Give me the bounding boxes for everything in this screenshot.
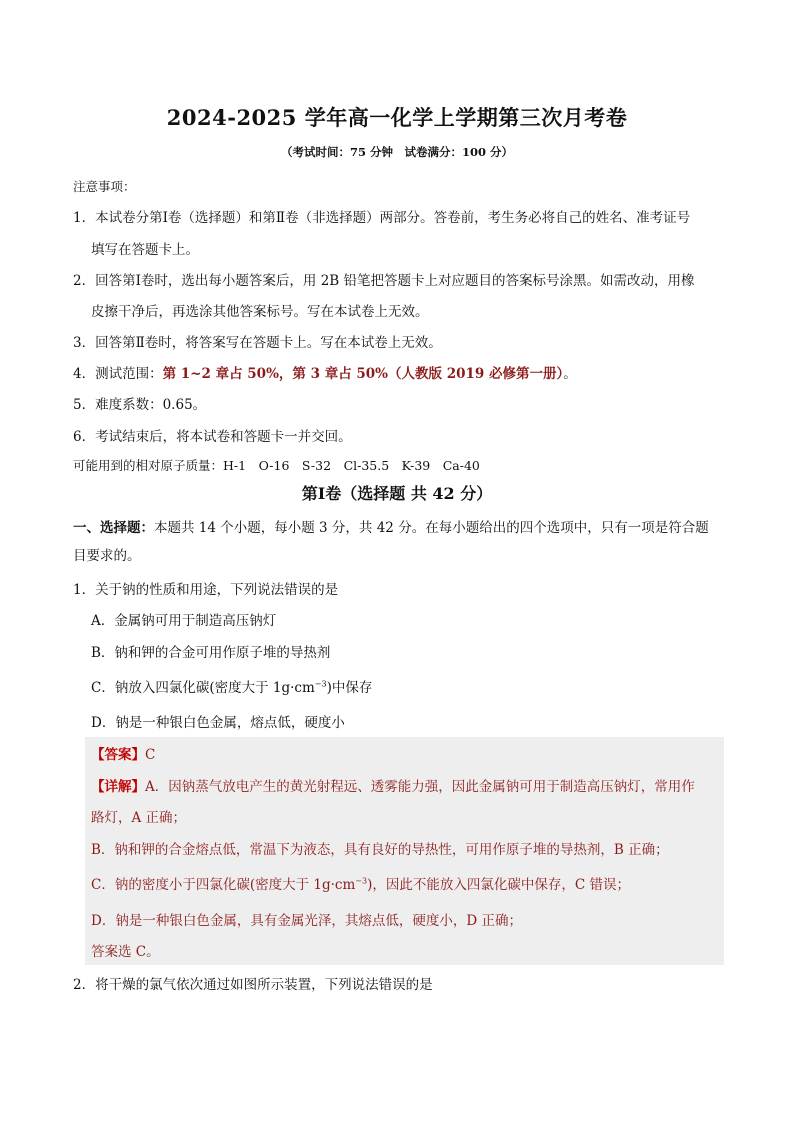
notice-num: 2． [73,273,96,289]
notice-item-1-cont: 填写在答题卡上。 [91,242,199,258]
q1-option-c [91,676,372,696]
exam-info: （考试时间：75 分钟 试卷满分：100 分） [280,145,513,159]
atomic-mass-line: 可能用到的相对原子质量：H-1 O-16 S-32 Cl-35.5 K-39 Ca-40 [73,458,480,473]
q1-option-c-text: C．钠放入四氯化碳(密度大于 1g·cm [91,680,315,696]
notice-text: 本试卷分第Ⅰ卷（选择题）和第Ⅱ卷（非选择题）两部分。答卷前，考生务必将自己的姓名、准考证号 [95,210,691,226]
notice-text: 回答第Ⅱ卷时，将答案写在答题卡上。写在本试卷上无效。 [95,335,442,351]
notice-num: 1． [73,210,96,226]
notice-heading: 注意事项： [73,179,136,194]
notice-item-2-cont: 皮擦干净后，再选涂其他答案标号。写在本试卷上无效。 [91,304,429,320]
q1-option-b: B．钠和钾的合金可用作原子堆的导热剂 [91,645,331,661]
notice-item-4 [73,362,577,382]
detail-text: A．因钠蒸气放电产生的黄光射程远、透雾能力强，因此金属钠可用于制造高压钠灯，常用作 [145,779,695,795]
question-2-stem: 2．将干燥的氯气依次通过如图所示装置，下列说法错误的是 [73,977,433,993]
q1-option-d: D．钠是一种银白色金属，熔点低，硬度小 [91,715,345,731]
answer-conclusion: 答案选 C。 [91,944,160,960]
answer-value: C [145,747,156,763]
q1-option-a: A．金属钠可用于制造高压钠灯 [91,613,277,629]
notice-text: 考试结束后，将本试卷和答题卡一并交回。 [95,429,352,445]
notice-text: 测试范围： [95,366,163,382]
answer-label: 【答案】 [91,747,145,763]
page-title: 2024-2025 学年高一化学上学期第三次月考卷 [166,105,628,130]
notice-item-1 [73,206,690,226]
superscript: −3 [355,876,368,886]
detail-line-b: B．钠和钾的合金熔点低，常温下为液态，具有良好的导热性，可用作原子堆的导热剂，B 正确； [91,842,669,858]
detail-c-text: C．钠的密度小于四氯化碳(密度大于 1g·cm [91,877,356,893]
section-title: 第Ⅰ卷（选择题 共 42 分） [301,484,493,503]
notice-item-6 [73,425,352,445]
question-1-stem: 1．关于钠的性质和用途，下列说法错误的是 [73,582,339,598]
superscript: −3 [314,679,327,689]
detail-c-text-end: )，因此不能放入四氯化碳中保存，C 错误； [367,877,630,893]
detail-label: 【详解】 [91,779,145,795]
notice-item-3 [73,331,442,351]
test-scope-highlight: 第 1~2 章占 50%，第 3 章占 50%（人教版 2019 必修第一册） [162,366,564,382]
detail-line-a [91,775,695,795]
instr-label: 一、选择题： [73,520,154,536]
notice-item-2 [73,269,695,289]
notice-text-suffix: 。 [563,366,577,382]
detail-line-c [91,873,630,893]
detail-line-a-cont: 路灯，A 正确； [91,810,187,826]
instr-text: 本题共 14 个小题，每小题 3 分，共 42 分。在每小题给出的四个选项中，只有一项是符合题 [154,520,709,536]
answer-line [91,743,155,763]
notice-text: 难度系数：0.65。 [95,397,207,413]
detail-line-d: D．钠是一种银白色金属，具有金属光泽，其熔点低，硬度小，D 正确； [91,913,522,929]
notice-text: 回答第Ⅰ卷时，选出每小题答案后，用 2B 铅笔把答题卡上对应题目的答案标号涂黑。如需改动，用橡 [95,273,695,289]
q1-option-c-text-end: )中保存 [326,680,373,696]
notice-num: 4． [73,366,96,382]
notice-item-5 [73,393,206,413]
notice-num: 5． [73,397,96,413]
section-instructions [73,516,709,536]
notice-num: 6． [73,429,96,445]
section-instructions-cont: 目要求的。 [73,548,141,564]
notice-num: 3． [73,335,96,351]
